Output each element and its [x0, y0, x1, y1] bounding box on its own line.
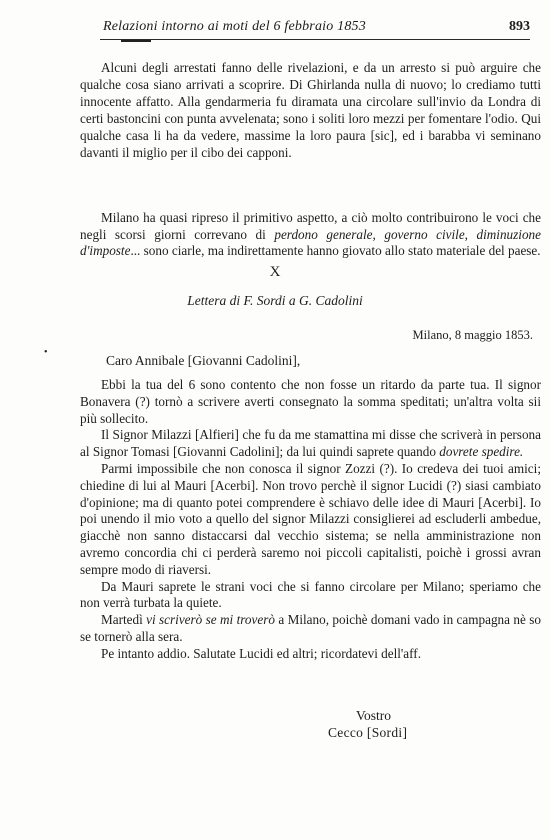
letter-paragraph-text: Martedì — [101, 612, 147, 628]
section-numeral: X — [269, 264, 281, 280]
top-text-block-2 — [80, 210, 541, 260]
letter-paragraph: Pe intanto addio. Salutate Lucidi ed altri; ricordatevi dell'aff. — [101, 645, 421, 661]
paragraph-milano — [80, 210, 541, 260]
page-number: 893 — [509, 19, 530, 34]
letter-paragraph: Ebbi la tua del 6 sono contento che non fosse un ritardo da parte tua. Il signor Bonavera (?) tornò a scrivere averti consegnato la somma speditati; un'altra volta sii più sollecito. — [80, 377, 541, 426]
margin-bullet: • — [44, 347, 48, 358]
letter-paragraph: Parmi impossibile che non conosca il signor Zozzi (?). Io credeva dei tuoi amici; chiedine di lui al Mauri [Acerbi]. Non trovo perchè il signor Lucidi (?) siasi cambiato d'opinione; ma di quanto potei comprendere è schiavo delle idee di Mauri [Acerbi]. Io poi unendo il mio voto a quello del signor Milazzi consiglierei ad escluderli ambedue, giacchè non sanno distaccarsi dal vecchio sistema; se nella amministrazione non avremo concordia chi ci perderà saremo noi piccoli capitalisti, poichè i grossi avran sempre modo di riaversi. — [80, 460, 541, 577]
letter-place-date: Milano, 8 maggio 1853. — [412, 328, 533, 342]
header-rule — [100, 39, 530, 40]
paragraph-milano-italic: perdono generale, governo civile, diminuzione d'imposte — [80, 226, 541, 259]
letter-paragraph: Da Mauri saprete le strani voci che si fanno circolare per Milano; speriamo che non verrà turbata la quiete. — [80, 578, 541, 611]
paragraph-arrests: Alcuni degli arrestati fanno delle rivelazioni, e da un arresto si può arguire che qualche cosa siano arrivati a scoprire. Di Ghirlanda nulla di nuovo; lo crediamo tutti innocente affatto. Alla gendarmeria fu diramata una circolare sull'invio da Londra di certi bastoncini con punta avvelenata; sono i soliti loro mezzi per fomentare l'odio. Qui qualche casa li ha da vedere, massime la loro paura [sic], ed i barabba vi seminano davanti il miglio per il cibo dei capponi. — [80, 60, 541, 160]
letter-paragraph-italic: vi scriverò se mi troverò — [146, 612, 275, 628]
letter-paragraph-text: a Milano, poichè domani vado in campagna nè so se tornerò alla sera. — [80, 612, 541, 644]
letter-paragraph — [80, 427, 541, 461]
ink-mark — [121, 40, 151, 42]
letter-paragraph-text: Il Signor Milazzi [Alfieri] che fu da me stamattina mi disse che scriverà in persona al Signor Tomasi [Giovanni Cadolini]; da lui quindi saprete quando — [80, 427, 541, 460]
salutation: Caro Annibale [Giovanni Cadolini], — [106, 353, 301, 368]
top-text-block — [80, 60, 541, 161]
letter-body — [80, 377, 541, 663]
letter-title: Lettera di F. Sordi a G. Cadolini — [187, 293, 363, 308]
paragraph-milano-text-a: Milano ha quasi ripreso il primitivo aspetto, a ciò molto contribuirono le voci che negli scorsi giorni correvano di — [80, 210, 541, 242]
letter-paragraph — [80, 612, 541, 646]
signature: Cecco [Sordi] — [328, 725, 408, 740]
paragraph-milano-text-b: ... sono ciarle, ma indirettamente hanno giovato allo stato materiale del paese. — [130, 243, 541, 259]
closing-line: Vostro — [356, 708, 392, 723]
letter-paragraph-italic: dovrete spedire. — [439, 444, 524, 460]
running-title: Relazioni intorno ai moti del 6 febbraio 1853 — [103, 19, 366, 34]
running-header — [100, 18, 530, 40]
